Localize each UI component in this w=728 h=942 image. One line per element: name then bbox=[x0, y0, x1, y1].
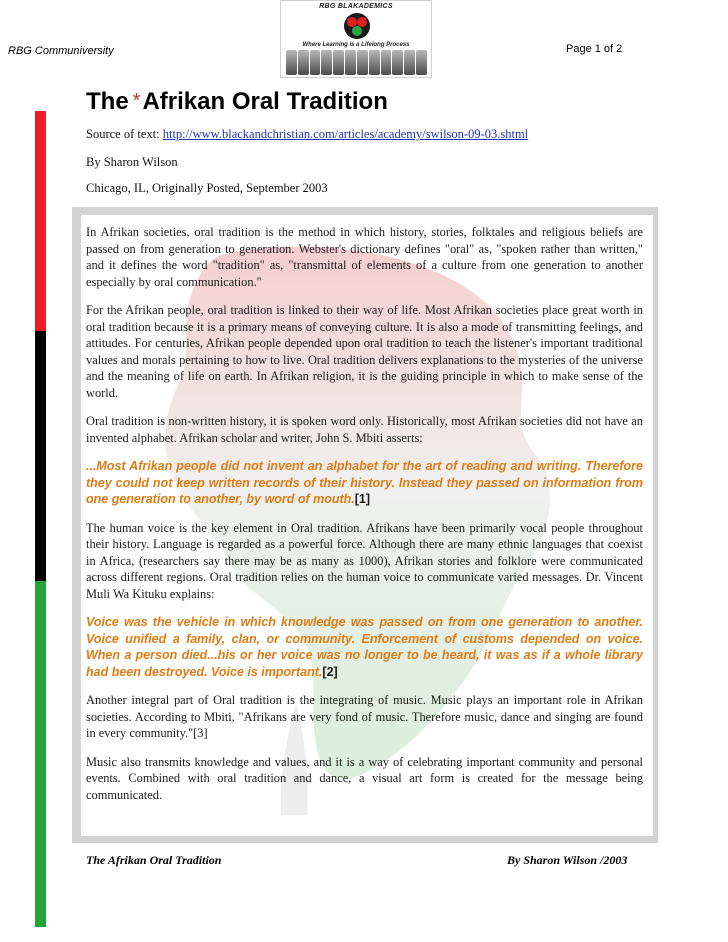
page-indicator: Page 1 of 2 bbox=[566, 43, 623, 55]
flag-bar-green bbox=[35, 581, 46, 927]
title-asterisk-icon: * bbox=[132, 90, 141, 112]
blakademics-logo bbox=[280, 0, 432, 78]
footer-author: By Sharon Wilson /2003 bbox=[507, 853, 628, 867]
quote-text: ...Most Afrikan people did not invent an alphabet for the art of reading and writing. Therefore they could not keep written records of their history. Instead they passed on information from one generation to another, by word of mouth. bbox=[86, 459, 643, 506]
dateline: Chicago, IL, Originally Posted, September 2003 bbox=[86, 181, 328, 195]
paragraph: Music also transmits knowledge and values, and it is a way of celebrating important community and personal events. Combined with oral tradition and dance, a visual art form is created for the message being communicated. bbox=[86, 754, 643, 802]
paragraph: Oral tradition is non-written history, it is spoken word only. Historically, most Afrikan societies did not have an invented alphabet. Afrikan scholar and writer, John S. Mbiti asserts: bbox=[86, 414, 643, 445]
header-left-label: RBG Communiversity bbox=[8, 45, 114, 57]
source-label: Source of text: bbox=[86, 127, 160, 141]
footnote-ref[interactable]: [2] bbox=[322, 664, 338, 679]
kituku-quote bbox=[86, 614, 643, 680]
byline: By Sharon Wilson bbox=[86, 155, 178, 169]
title-prefix: The bbox=[86, 88, 129, 115]
emblem-icon bbox=[341, 12, 373, 40]
paragraph: For the Afrikan people, oral tradition is linked to their way of life. Most Afrikan societies place great worth in oral tradition because it is a primary means of conveying culture. It is also a mode of transmitting feelings, and attitudes. For centuries, Afrikan people depended upon oral tradition to teach the listener's important traditional values and morals pertaining to how to live. Oral tradition delivers explanations to the mysteries of the universe and the meaning of life on earth. In Afrikan religion, it is the guiding principle in which to make sense of the world. bbox=[86, 303, 643, 400]
logo-brand-text: RBG BLAKADEMICS bbox=[319, 3, 393, 10]
quote-text: Voice was the vehicle in which knowledge was passed on from one generation to another. Voice unified a family, clan, or community. Enforcement of customs depended on voice. When a person died...his or her voice was no longer to be heard, it was as if a whole library had been destroyed. Voice is important. bbox=[86, 615, 643, 679]
paragraph: Another integral part of Oral tradition is the integrating of music. Music plays an important role in Afrikan societies. According to Mbiti, "Afrikans are very fond of music. Therefore music, dance and singing are found in every community."[3] bbox=[86, 693, 643, 740]
source-link[interactable]: http://www.blackandchristian.com/articles/academy/swilson-09-03.shtml bbox=[162, 127, 529, 141]
paragraph: The human voice is the key element in Oral tradition. Afrikans have been primarily vocal people throughout their history. Language is regarded as a powerful force. Although there are many ethnic languages that coexist in Africa, (researchers say there may be as many as 1000), Afrikan stories and folklore were communicated across different regions. Oral tradition relies on the human voice to communicate varied messages. Dr. Vincent Muli Wa Kituku explains: bbox=[86, 520, 643, 601]
mbiti-quote bbox=[86, 458, 643, 508]
logo-tagline: Where Learning is a Lifelong Process bbox=[302, 42, 410, 48]
paragraph: In Afrikan societies, oral tradition is the method in which history, stories, folktales and religious beliefs are passed on from generation to generation. Webster's dictionary defines "oral" as, "spoken rather than written," and it defines the word "tradition" as, "transmittal of elements of a culture from one generation to another especially by oral communication." bbox=[86, 225, 643, 289]
footer-title: The Afrikan Oral Tradition bbox=[86, 853, 222, 867]
logo-portrait-strip bbox=[286, 50, 427, 75]
flag-bar-black bbox=[35, 331, 46, 581]
title-text: Afrikan Oral Tradition bbox=[142, 88, 388, 115]
footnote-ref[interactable]: [1] bbox=[354, 492, 371, 506]
source-line bbox=[86, 127, 528, 142]
page-title bbox=[86, 88, 388, 116]
article-body bbox=[86, 224, 643, 815]
flag-bar-red bbox=[35, 111, 46, 331]
